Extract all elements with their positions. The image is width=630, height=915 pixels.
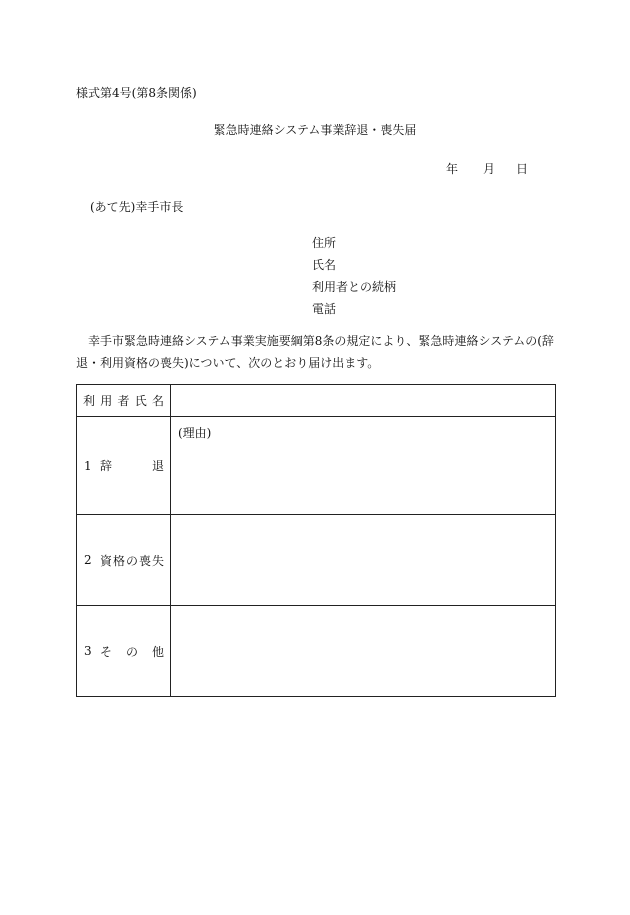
value-field[interactable] (171, 515, 556, 606)
label-char: の (125, 553, 138, 568)
date-year-label: 年 (446, 162, 459, 176)
label-char: 資 (100, 553, 113, 568)
date-month-label: 月 (483, 162, 496, 176)
label-char: 名 (324, 258, 337, 272)
label-char: 他 (151, 644, 164, 659)
label-char: 退 (151, 459, 164, 473)
reason-note: (理由) (178, 426, 212, 440)
row-label-cell (77, 417, 171, 515)
row-label (100, 643, 164, 660)
applicant-phone-text (312, 302, 408, 316)
document-title: 緊急時連絡システム事業辞退・喪失届 (213, 123, 417, 137)
label-char: 所 (324, 236, 337, 250)
row-number: 2 (84, 553, 92, 567)
date-day-label: 日 (516, 162, 529, 176)
applicant-address-text (312, 236, 408, 250)
row-label-cell (77, 606, 171, 697)
user-name-label (77, 392, 170, 409)
applicant-relation-text: 利用者との続柄 (312, 280, 397, 294)
user-name-label-cell (77, 385, 171, 417)
label-char: 話 (324, 302, 337, 316)
label-char: 者 (117, 394, 130, 408)
label-char: 住 (312, 236, 325, 250)
row-number: 1 (84, 458, 92, 473)
value-field[interactable] (171, 606, 556, 697)
applicant-name-label (312, 258, 408, 272)
applicant-phone-label (312, 302, 408, 316)
table-row (77, 417, 556, 515)
label-char: の (125, 644, 138, 659)
form-table (76, 384, 556, 697)
row-label (100, 552, 164, 569)
label-char: 氏 (134, 394, 147, 408)
table-row (77, 515, 556, 606)
row-label (100, 457, 164, 474)
label-char: そ (100, 644, 113, 659)
label-char: 格 (112, 553, 125, 568)
user-name-value-cell[interactable] (171, 385, 556, 417)
body-text: 幸手市緊急時連絡システム事業実施要綱第8条の規定により、緊急時連絡システムの(辞退・利用資格の喪失)について、次のとおり届け出ます。 (76, 334, 554, 370)
applicant-relation-label (312, 280, 408, 294)
applicant-address-label (312, 236, 408, 250)
reason-field[interactable] (171, 417, 556, 515)
form-number: 様式第4号(第8条関係) (76, 86, 197, 100)
addressee: (あて先)幸手市長 (90, 200, 184, 214)
applicant-name-text (312, 258, 408, 272)
table-row-user-name (77, 385, 556, 417)
label-char: 名 (151, 394, 164, 408)
label-char: 失 (151, 553, 164, 568)
label-char: 辞 (100, 459, 113, 473)
label-char: 氏 (312, 258, 325, 272)
label-char: 電 (312, 302, 325, 316)
row-label-cell (77, 515, 171, 606)
label-char: 利 (83, 394, 96, 408)
label-char: 用 (100, 394, 113, 408)
row-number: 3 (84, 644, 92, 658)
table-row (77, 606, 556, 697)
label-char: 喪 (138, 553, 151, 568)
